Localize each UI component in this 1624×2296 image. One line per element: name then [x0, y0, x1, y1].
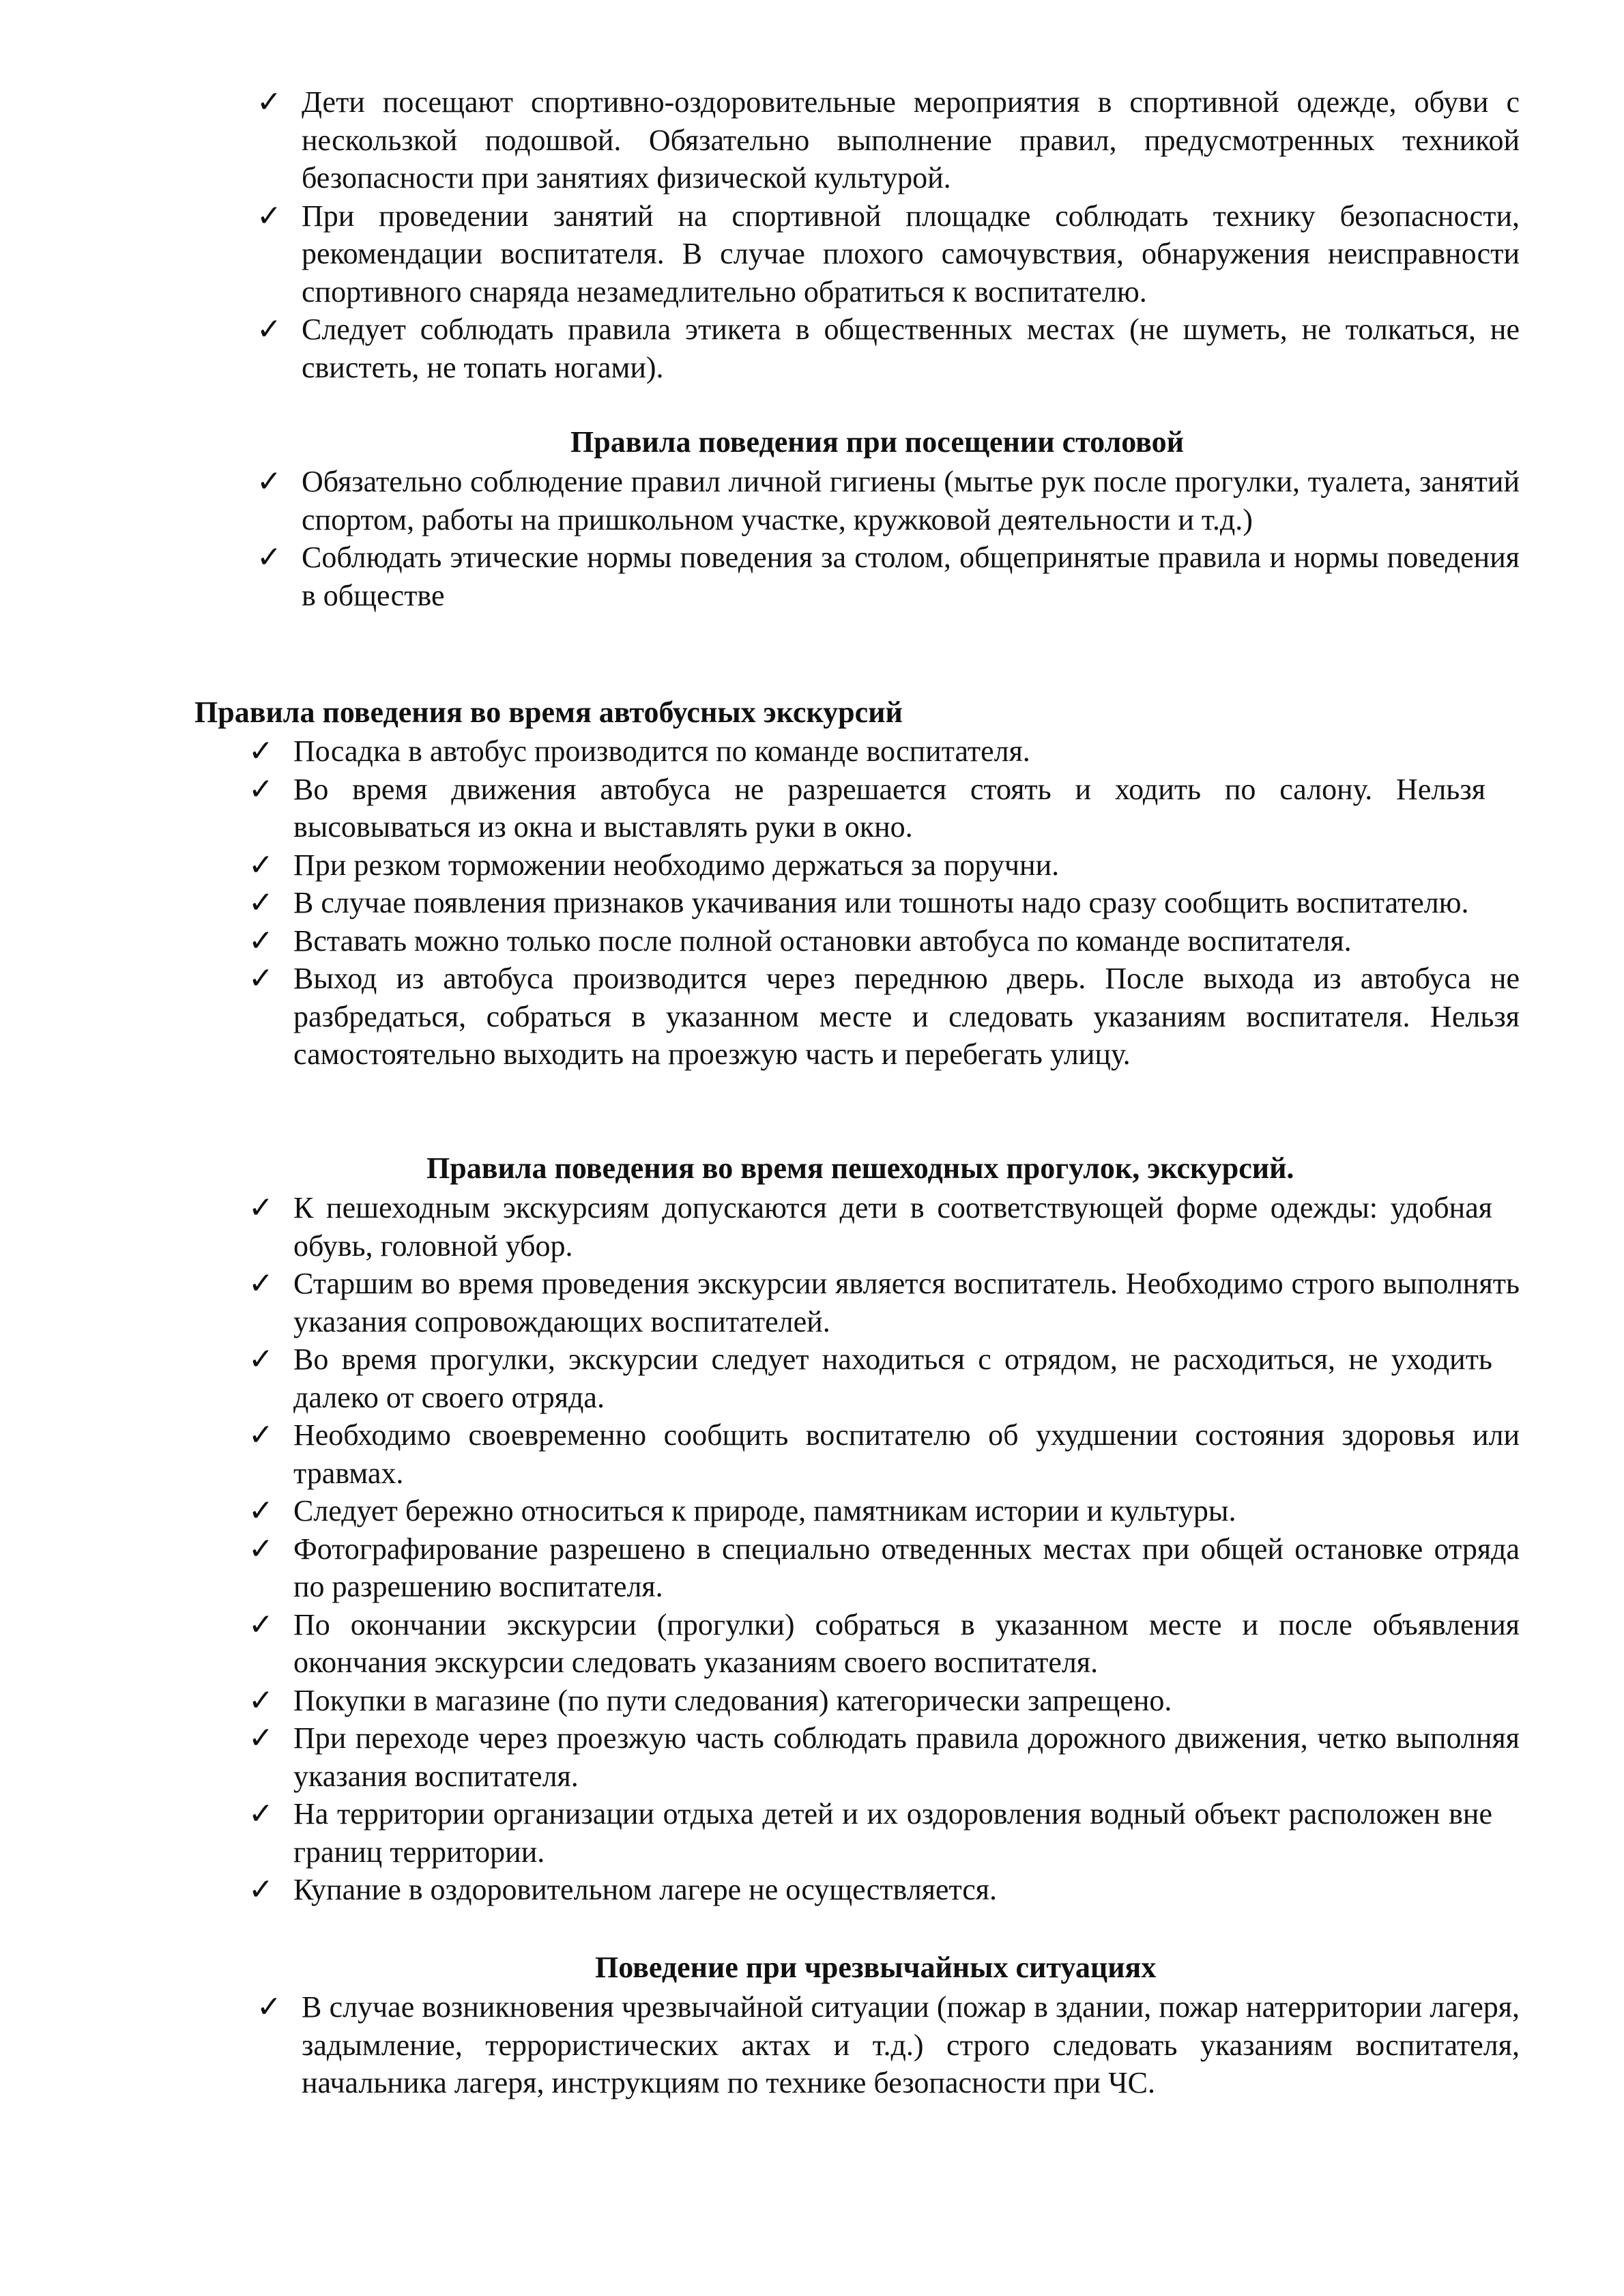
list-item — [257, 311, 1520, 386]
list-item-text: Купание в оздоровительном лагере не осуществляется. — [293, 1873, 997, 1906]
list-item — [248, 884, 1520, 922]
list-item — [257, 539, 1520, 614]
section-heading-emergency: Поведение при чрезвычайных ситуациях — [595, 1951, 1157, 1984]
section-heading-walks: Правила поведения во время пешеходных прогулок, экскурсий. — [426, 1151, 1294, 1185]
checkmark-icon: ✓ — [248, 734, 274, 769]
bus-list — [248, 732, 1520, 1074]
list-item-text: Необходимо своевременно сообщить воспитателю об ухудшении состояния здоровья или травмах. — [293, 1418, 1520, 1490]
list-item — [248, 846, 1520, 885]
checkmark-icon: ✓ — [248, 1721, 274, 1755]
checkmark-icon: ✓ — [248, 885, 274, 920]
list-item — [248, 1682, 1520, 1720]
canteen-list — [257, 463, 1520, 614]
checkmark-icon: ✓ — [248, 1342, 274, 1377]
list-item-text: В случае возникновения чрезвычайной ситуации (пожар в здании, пожар натерритории лагеря, задымление, террористических актах и т.д.) строго следовать указаниям воспитателя, начальника лагеря, инструкциям по технике безопасности при ЧС. — [302, 1990, 1520, 2099]
checkmark-icon: ✓ — [257, 464, 282, 499]
list-item — [248, 1340, 1520, 1416]
list-item — [248, 771, 1520, 846]
list-item — [257, 1988, 1520, 2102]
checkmark-icon: ✓ — [248, 1872, 274, 1907]
emergency-section — [257, 1988, 1520, 2102]
list-item-text: Во время прогулки, экскурсии следует находиться с отрядом, не расходиться, не уходить далеко от своего отряда. — [293, 1343, 1492, 1414]
list-item — [248, 1530, 1520, 1606]
list-item — [257, 197, 1520, 311]
list-item-text: По окончании экскурсии (прогулки) собраться в указанном месте и после объявления окончания экскурсии следовать указаниям своего воспитателя. — [293, 1607, 1520, 1679]
canteen-section — [257, 463, 1520, 614]
list-item — [248, 1265, 1520, 1340]
section-heading-bus: Правила поведения во время автобусных экскурсий — [194, 695, 903, 729]
checkmark-icon: ✓ — [248, 1796, 274, 1831]
walks-section — [248, 1189, 1520, 1909]
checkmark-icon: ✓ — [248, 847, 274, 882]
list-item-text: При переходе через проезжую часть соблюдать правила дорожного движения, четко выполняя указания воспитателя. — [293, 1721, 1520, 1793]
checkmark-icon: ✓ — [248, 1190, 274, 1225]
list-item-text: Дети посещают спортивно-оздоровительные мероприятия в спортивной одежде, обуви с нескользкой подошвой. Обязательно выполнение правил, предусмотренных техникой безопасности при занятиях физической культурой. — [302, 85, 1520, 195]
list-item-text: Вставать можно только после полной остановки автобуса по команде воспитателя. — [293, 923, 1352, 958]
list-item-text: Фотографирование разрешено в специально отведенных местах при общей остановке отряда по разрешению воспитателя. — [293, 1532, 1520, 1603]
checkmark-icon: ✓ — [248, 1607, 274, 1642]
list-item-text: При резком торможении необходимо держаться за поручни. — [293, 848, 1060, 882]
list-item — [248, 1606, 1520, 1682]
checkmark-icon: ✓ — [248, 1266, 274, 1301]
list-item-text: Соблюдать этические нормы поведения за столом, общепринятые правила и нормы поведения в обществе — [302, 541, 1520, 612]
checkmark-icon: ✓ — [248, 771, 274, 807]
list-item — [257, 83, 1520, 197]
list-item-text: Выход из автобуса производится через переднюю дверь. После выхода из автобуса не разбредаться, собраться в указанном месте и следовать указаниям воспитателя. Нельзя самостоятельно выходить на проезжую часть и перебегать улицу. — [293, 962, 1520, 1071]
checkmark-icon: ✓ — [248, 1682, 274, 1718]
checkmark-icon: ✓ — [257, 198, 282, 233]
emergency-list — [257, 1988, 1520, 2102]
checkmark-icon: ✓ — [257, 85, 282, 119]
section-heading-canteen: Правила поведения при посещении столовой — [570, 425, 1184, 459]
list-item — [248, 960, 1520, 1074]
list-item-text: На территории организации отдыха детей и их оздоровления водный объект расположен вне границ территории. — [293, 1797, 1492, 1869]
checkmark-icon: ✓ — [248, 961, 274, 996]
list-item-text: При проведении занятий на спортивной площадке соблюдать технику безопасности, рекомендации воспитателя. В случае плохого самочувствия, обнаружения неисправности спортивного снаряда незамедлительно обратиться к воспитателю. — [302, 199, 1520, 308]
checkmark-icon: ✓ — [248, 1531, 274, 1566]
checkmark-icon: ✓ — [248, 923, 274, 958]
list-item-text: Покупки в магазине (по пути следования) категорически запрещено. — [293, 1683, 1172, 1717]
checkmark-icon: ✓ — [248, 1418, 274, 1452]
list-item-text: Во время движения автобуса не разрешается стоять и ходить по салону. Нельзя высовываться из окна и выставлять руки в окно. — [293, 772, 1485, 844]
list-item — [248, 1416, 1520, 1492]
checkmark-icon: ✓ — [257, 1990, 282, 2024]
list-item — [248, 922, 1520, 960]
walks-list — [248, 1189, 1520, 1909]
list-item — [257, 463, 1520, 539]
list-item — [248, 1795, 1520, 1871]
bus-section — [248, 732, 1520, 1074]
list-item-text: Следует соблюдать правила этикета в общественных местах (не шуметь, не толкаться, не свистеть, не топать ногами). — [302, 313, 1520, 384]
list-item-text: К пешеходным экскурсиям допускаются дети в соответствующей форме одежды: удобная обувь, головной убор. — [293, 1191, 1492, 1263]
intro-list — [257, 83, 1520, 386]
list-item-text: Обязательно соблюдение правил личной гигиены (мытье рук после прогулки, туалета, занятий спортом, работы на пришкольном участке, кружковой деятельности и т.д.) — [302, 465, 1520, 536]
checkmark-icon: ✓ — [257, 312, 282, 347]
checkmark-icon: ✓ — [248, 1493, 274, 1528]
checkmark-icon: ✓ — [257, 540, 282, 575]
list-item-text: Старшим во время проведения экскурсии является воспитатель. Необходимо строго выполнять указания сопровождающих воспитателей. — [293, 1267, 1520, 1338]
list-item — [248, 1189, 1520, 1265]
list-item — [248, 1871, 1520, 1909]
list-item — [248, 1492, 1520, 1530]
list-item-text: Посадка в автобус производится по команде воспитателя. — [293, 734, 1030, 768]
list-item — [248, 1719, 1520, 1795]
intro-section — [257, 83, 1520, 386]
list-item — [248, 732, 1520, 771]
list-item-text: Следует бережно относиться к природе, памятникам истории и культуры. — [293, 1494, 1236, 1527]
list-item-text: В случае появления признаков укачивания или тошноты надо сразу сообщить воспитателю. — [293, 886, 1469, 919]
